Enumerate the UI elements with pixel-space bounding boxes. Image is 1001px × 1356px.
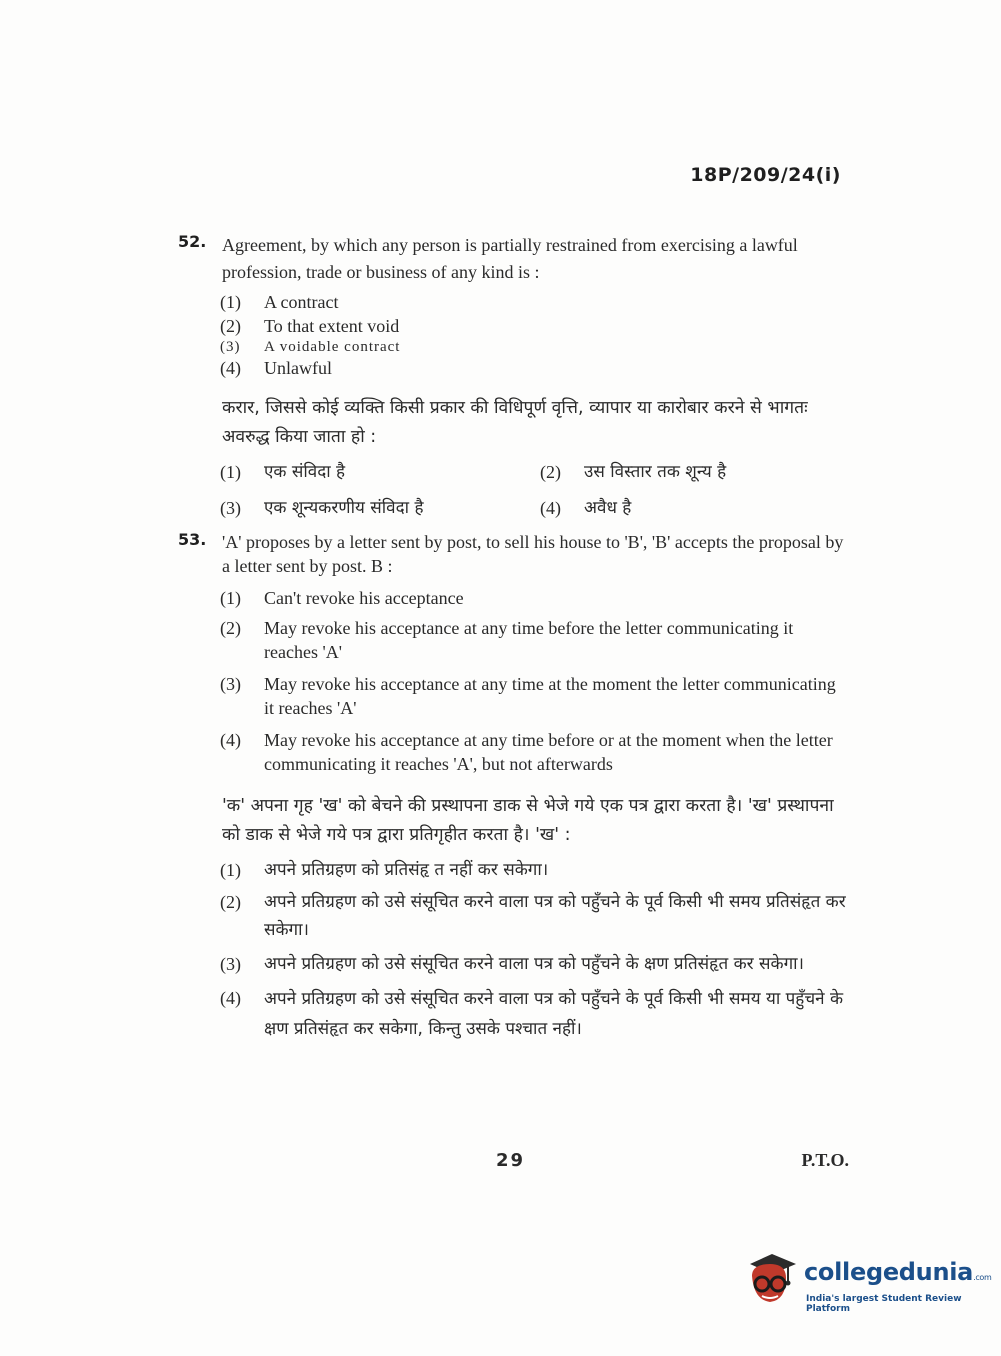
brand-name: collegedunia.com <box>804 1258 992 1286</box>
question-number: 53. <box>178 530 207 549</box>
question-text-hi: करार, जिससे कोई व्यक्ति किसी प्रकार की विधिपूर्ण वृत्ति, व्यापार या कारोबार करने से भागतः अवरुद्ध किया जाता हो : <box>222 398 808 447</box>
option-1-hi: (1) अपने प्रतिग्रहण को प्रतिसंहृ त नहीं कर सकेगा। <box>220 860 549 880</box>
option-2-hi: (2) उस विस्तार तक शून्य है <box>540 462 727 482</box>
question-text-en: Agreement, by which any person is partially restrained from exercising a lawful profession, trade or business of any kind is : <box>222 235 798 282</box>
pto-label: P.T.O. <box>801 1150 849 1170</box>
option-3-hi: (3) अपने प्रतिग्रहण को उसे संसूचित करने वाला पत्र को पहुँचने के क्षण प्रतिसंहृत कर सकेगा। <box>220 954 804 974</box>
option-4-hi: (4) अपने प्रतिग्रहण को उसे संसूचित करने वाला पत्र को पहुँचने के पूर्व किसी भी समय या पहुँचने के क्षण प्रतिसंहृत कर सकेगा, किन्तु उसके पश्चात नहीं। <box>220 988 844 1039</box>
question-53 <box>178 530 848 1044</box>
option-2-hi: (2) अपने प्रतिग्रहण को उसे संसूचित करने वाला पत्र को पहुँचने के पूर्व किसी भी समय प्रतिसंहृत कर सकेगा। <box>220 892 846 940</box>
question-52 <box>178 232 848 522</box>
question-number: 52. <box>178 232 207 251</box>
option-4-en: (4) May revoke his acceptance at any time before or at the moment when the letter communicating it reaches 'A', but not afterwards <box>220 730 833 774</box>
question-text-hi: 'क' अपना गृह 'ख' को बेचने की प्रस्थापना डाक से भेजे गये एक पत्र द्वारा करता है। 'ख' प्रस्थापना को डाक से भेजे गये पत्र द्वारा प्रतिगृहीत करता है। 'ख' : <box>222 796 834 845</box>
option-1-hi: (1) एक संविदा है <box>220 462 346 482</box>
question-text-en: 'A' proposes by a letter sent by post, to sell his house to 'B', 'B' accepts the proposal by a letter sent by post. B : <box>222 532 844 576</box>
collegedunia-watermark <box>742 1250 992 1320</box>
option-2-en: (2) To that extent void <box>220 316 400 336</box>
options-en <box>220 586 848 776</box>
page-number: 29 <box>496 1150 526 1171</box>
option-3-en: (3) May revoke his acceptance at any time at the moment the letter communicating it reaches 'A' <box>220 674 836 718</box>
brand-tagline: India's largest Student Review Platform <box>806 1294 962 1314</box>
option-3-en: (3) A voidable contract <box>220 339 401 355</box>
option-4-en: (4) Unlawful <box>220 358 332 378</box>
options-hi <box>220 856 848 1044</box>
option-3-hi: (3) एक शून्यकरणीय संविदा है <box>220 498 424 518</box>
option-2-en: (2) May revoke his acceptance at any time before the letter communicating it reaches 'A' <box>220 618 794 662</box>
option-4-hi: (4) अवैध है <box>540 498 632 518</box>
option-1-en: (1) Can't revoke his acceptance <box>220 588 464 608</box>
paper-code: 18P/209/24(i) <box>690 164 841 186</box>
options-en <box>220 290 848 380</box>
student-mascot-icon <box>742 1250 802 1312</box>
options-hi <box>220 458 848 522</box>
option-1-en: (1) A contract <box>220 292 339 312</box>
